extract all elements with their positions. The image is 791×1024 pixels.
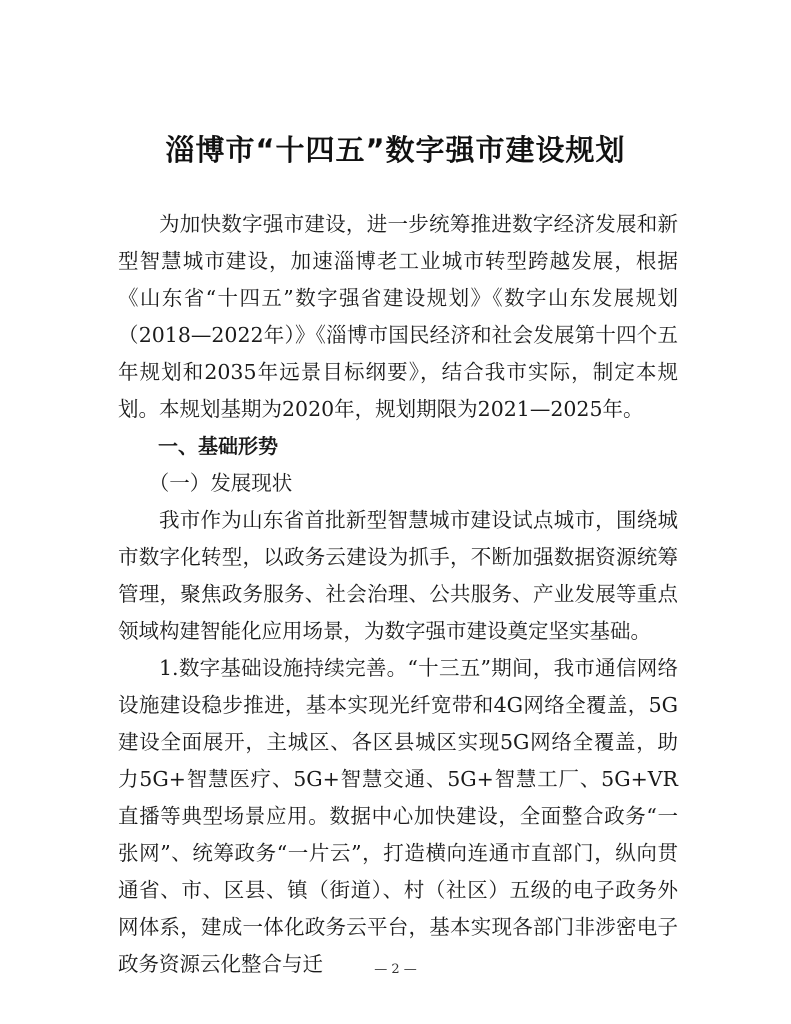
document-body (118, 206, 678, 983)
section-heading: 一、基础形势 (158, 434, 278, 458)
page-number: — 2 — (374, 962, 417, 977)
intro-paragraph: 为加快数字强市建设，进一步统筹推进数字经济发展和新型智慧城市建设，加速淄博老工业城市转型跨越发展，根据《山东省“十四五”数字强省建设规划》《数字山东发展规划（2018—2022年）》《淄博市国民经济和社会发展第十四个五年规划和2035年远景目标纲要》，结合我市实际，制定本规划。本规划基期为2020年，规划期限为2021—2025年。 (118, 212, 678, 421)
infrastructure-paragraph: 1.数字基础设施持续完善。“十三五”期间，我市通信网络设施建设稳步推进，基本实现光纤宽带和4G网络全覆盖，5G建设全面展开，主城区、各区县城区实现5G网络全覆盖，助力5G+智慧医疗、5G+智慧交通、5G+智慧工厂、5G+VR直播等典型场景应用。数据中心加快建设，全面整合政务“一张网”、统筹政务“一片云”，打造横向连通市直部门，纵向贯通省、市、区县、镇（街道）、村（社区）五级的电子政务外网体系，建成一体化政务云平台，基本实现各部门非涉密电子政务资源云化整合与迁 (118, 656, 678, 976)
status-paragraph: 我市作为山东省首批新型智慧城市建设试点城市，围绕城市数字化转型，以政务云建设为抓手，不断加强数据资源统筹管理，聚焦政务服务、社会治理、公共服务、产业发展等重点领域构建智能化应用场景，为数字强市建设奠定坚实基础。 (118, 508, 678, 643)
document-title: 淄博市“十四五”数字强市建设规划 (165, 133, 626, 167)
subsection-heading: （一）发展现状 (148, 471, 293, 495)
